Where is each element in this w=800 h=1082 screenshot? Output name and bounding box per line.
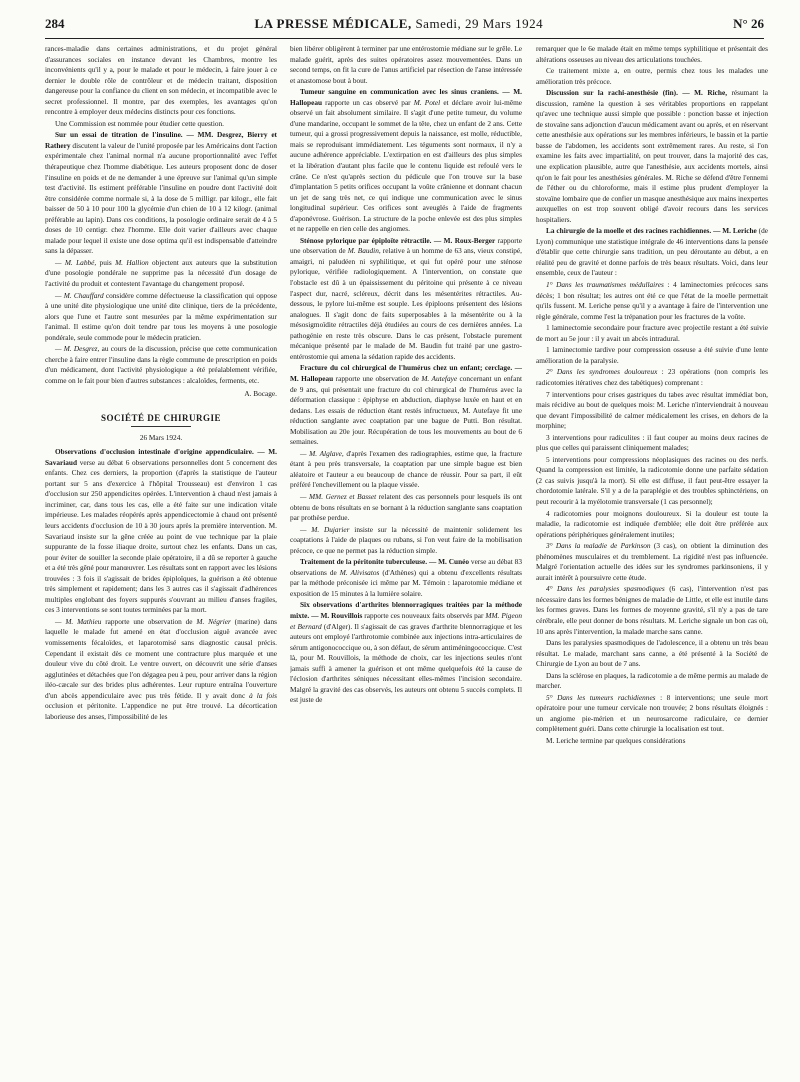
session-date: 26 Mars 1924.	[139, 432, 183, 442]
divider	[131, 426, 191, 427]
paragraph: remarquer que le 6e malade était en même temps syphilitique et présentait des altérations osseuses au niveau des articulations touchées.	[536, 44, 768, 64]
column-3	[536, 44, 768, 1076]
list-item: Dans les paralysies spasmodiques de l'adolescence, il a obtenu un très beau résultat. Le malade, marchant sans canne, a été présenté à la Société de Chirurgie de Lyon au bout de 7 ans.	[536, 638, 768, 669]
article-title: Traitement de la péritonite tuberculeuse. — M. Cunéo	[300, 557, 470, 567]
page-header	[45, 10, 764, 39]
paragraph: M. Leriche termine par quelques considérations	[546, 736, 686, 745]
article-peritonitis: Traitement de la péritonite tuberculeuse. — M. Cunéo verse au débat 83 observations de M. Alivisatos (d'Athènes) qui a obtenu d'excellents résultats par la méthode préconisée ici même par M. Témoin : laparotomie médiane et exposition de 15 minutes à la lumière solaire.	[290, 557, 522, 598]
page-number: 284	[45, 16, 65, 31]
article-insulin: Sur un essai de titration de l'insuline. — MM. Desgrez, Bierry et Rathery discutent la valeur de l'unité proposée par les Américains dont l'action expérimentale chez l'animal normal n'a aucune proportionnalité avec l'effet thérapeutique chez l'homme diabétique. Les auteurs proposent donc de doser l'insuline en poids et de ne demander à une épreuve sur l'animal qu'un simple test d'activité. Ils estiment préférable l'insuline en poudre dont l'activité doit être considérée comme normale si, à la dose de 5 milligr. par kilogr., elle fait baisser de 50 à 10 pour 100 la glycémie d'un chien de 10 à 12 kilogr. (animal préférable au lapin). Dans ces conditions, la posologie ordinaire serait de 4 à 5 doses de 10 centigr. chez l'homme. Elle doit varier d'ailleurs avec chaque malade pour lequel il existe une dose optima qu'il est indispensable d'atteindre sans la dépasser.	[45, 130, 277, 256]
article-tumor: Tumeur sanguine en communication avec les sinus craniens. — M. Hallopeau rapporte un cas observé par M. Potel et déclare avoir lui-même observé un fait absolument similaire. Il s'agit d'une petite tumeur, du volume d'une mandarine, occupant le sommet de la tête, chez un enfant de 2 ans. Cette tumeur, qui a grossi progressivement depuis la naissance, est molle, réductible, mais se reproduisant immédiatement. Les téguments sont normaux, il n'y a aucune adhérence appréciable. L'extirpation en est d'ailleurs des plus simples et la libération d'autant plus facile que le contenu liquide est refoulé vers le crâne. Ce n'est qu'après section du pédicule que l'on trouve sur la base d'implantation 5 petits orifices occupant la voûte crânienne et donnant chacun un jet de sang très net, ce qui indique une communication avec le sinus longitudinal supérieur. Ces orifices sont aveuglés à l'aide de fragments d'aponévrose. Guérison. La structure de la poche enlevée est des plus simples et ne rappelle en rien celle des angiomes.	[290, 87, 522, 234]
article-stenosis: Sténose pylorique par épiploïte rétractile. — M. Roux-Berger rapporte une observation de M. Baudin, relative à un homme de 63 ans, vieux constipé, amaigri, ni paludéen ni syphilitique, et qui fut opéré pour une sténose pylorique, vérifiée radiologiquement. A l'intervention, on constate que l'obstacle est dû à un épaississement du péritoine qui présente à ce niveau l'aspect dur, nacré, scléreux, décrit dans les mésentérites rétractiles. Au-dessous, le pylore lui-même est souple. Les épiploons présentent des lésions analogues. Il s'agit donc de faits superposables à la mésentérite ou à la mésosigmoïdite rétractiles déjà étudiées au cours de ces dernières années. La pathogénie en reste très obscure. Dans le cas présent, l'obstacle purement mécanique présenté par le malade de M. Baudin fut traité par une gastro-entérostomie qui amena la sédation rapide des accidents.	[290, 235, 522, 361]
paragraph: — M. Desgrez, au cours de la discussion, précise que cette communication cherche à faire entrer l'insuline dans la règle commune de prescription en poids d'un médicament, dont l'activité physiologique a été préalablement vérifiée, comme on le fait pour bien d'autres substances : alcaloïdes, ferments, etc.	[45, 344, 277, 385]
article-fracture: Fracture du col chirurgical de l'humérus chez un enfant; cerclage. — M. Hallopeau rapporte une observation de M. Autefaye concernant un enfant de 9 ans, qui présentait une fracture du col chirurgical de l'humérus avec la déformation classique : épiphyse en abduction, diaphyse luxée en haut et en dedans. Les essais de réduction étant restés infructueux, M. Autefaye fit une réduction sanglante avec coaptation par une bague de Putti. Bon résultat. Mobilisation au 20e jour. Récupération de tous les mouvements au bout de 6 semaines.	[290, 363, 522, 447]
list-item: 2° Dans les syndromes douloureux : 23 opérations (non compris les radicotomies itératives chez des tabétiques) comprenant :	[536, 367, 768, 387]
paragraph: bien libérer obligèrent à terminer par une entérostomie médiane sur le grêle. Le malade guérit, après des suites opératoires assez mouvementées. Dans un second temps, on fit la cure de l'anus artificiel par résection de l'anse intéressée et anastomose bout à bout.	[290, 44, 522, 85]
paragraph: — M. Labbé, puis M. Hallion objectent aux auteurs que la substitution d'une posologie pondérale ne supprime pas la nécessité d'un dosage de l'activité du produit et contestent l'avantage du changement proposé.	[45, 257, 277, 289]
issue-date: Samedi, 29 Mars 1924	[411, 16, 544, 31]
list-item: 1 laminectomie tardive pour compression osseuse a été suivie d'une lente amélioration de la paralysie.	[536, 345, 768, 365]
article-title: Sur un essai de titration de l'insuline. — MM. Desgrez, Bierry et Rathery	[45, 130, 277, 150]
article-title: Tumeur sanguine en communication avec les sinus craniens. — M. Hallopeau	[290, 87, 522, 107]
article-rachianesthesia: Discussion sur la rachi-anesthésie (fin). — M. Riche, résumant la discussion, ramène la question à ses véritables proportions en rappelant qu'avec une technique aussi simple que possible : ponction basse et injection de stovaïne sans adjonction d'aucun médicament avant ou après, et en réservant cette anesthésie aux opérations sur les membres inférieurs, le bassin et la partie basse de l'abdomen, les accidents sont extrêmement rares. Au reste, si l'on examine les faits avec impartialité, on peut trouver, dans la majorité des cas, une explication plausible, autre que l'anesthésie, aux accidents mortels, ainsi qu'on le fait pour les anesthésies générales. M. Riche se défend d'être l'ennemi de l'éther ou du chloroforme, mais il estime plus prudent d'employer la stovaïne lombaire que de confier un masque anesthésique aux mains inexpertes auxquelles on est trop souvent obligé d'avoir recours dans les services hospitaliers.	[536, 88, 768, 224]
paragraph: Ce traitement mixte a, en outre, permis chez tous les malades une amélioration très précoce.	[536, 66, 768, 86]
paragraph: — M. Dujarier insiste sur la nécessité de maintenir solidement les coaptations à l'aide de plaques ou rubans, si l'on veut faire de la mobilisation précoce, ce que ne permet pas la réduction simple.	[290, 524, 522, 555]
paragraph: — M. Alglave, d'après l'examen des radiographies, estime que, la fracture étant à peu près transversale, la coaptation par une simple bague est bien aléatoire et l'auteur a eu beaucoup de chance de réussir. Pour sa part, il eût préféré l'enchevillement ou la plaque vissée.	[290, 448, 522, 490]
signature: A. Bocage.	[244, 388, 277, 398]
section-heading: SOCIÉTÉ DE CHIRURGIE	[45, 413, 277, 427]
list-item: 4 radicotomies pour moignons douloureux. Si la douleur est toute la maladie, la radicotomie est indiquée d'emblée; elle doit être préférée aux opérations périphériques généralement inutiles;	[536, 508, 768, 539]
paragraph: — M. Chauffard considère comme défectueuse la classification qui oppose à une unité dite physiologique une unité dite clinique, tiers de la précédente, alors que l'une et l'autre sont mesurées par la même expérimentation sur l'animal. Il estime qu'on doit tendre par tous les moyens à une posologie pondérale, seule commode pour le médecin praticien.	[45, 290, 277, 342]
paragraph: — M. Mathieu rapporte une observation de M. Négrier (marine) dans laquelle le malade fut amené en état d'occlusion aiguë avancée avec vomissements fécaloïdes, et laparotomisé sans diagnostic causal précis. Cependant il existait dès ce moment une contracture plus marquée et une douleur vive du côté droit. Le ventre ouvert, on découvrit une série d'anses agglutinées et détachées que l'on dégagea peu à peu, pour arriver dans la région iléo-cæcale sur des brides plus adhérentes. Leur rupture entraîna l'ouverture d'un abcès appendiculaire avec pus très fétide. Il y avait donc à la fois occlusion et péritonite. L'appendice ne put être trouvé. La décortication laborieuse des anses, l'impossibilité de les	[45, 616, 277, 721]
list-item: 5° Dans les tumeurs rachidiennes : 8 interventions; une seule mort opératoire pour une tumeur cervicale non trouvée; 2 bons résultats éloignés : un angiome pie-mérien et un neurosarcome radiculaire, ce dernier complètement guéri. Dans cette chirurgie la localisation est tout.	[536, 692, 768, 734]
list-item: 1° Dans les traumatismes médullaires : 4 laminectomies précoces sans décès; 1 bon résultat; les autres ont été ce que l'état de la moelle permettait qu'ils fussent. M. Leriche pense qu'il y a avantage à faire de l'intervention une règle générale, comme l'est la trépanation pour les fractures de la voûte.	[536, 280, 768, 321]
list-item: 4° Dans les paralysies spasmodiques (6 cas), l'intervention n'est pas nécessaire dans les formes bénignes de maladie de Little, et elle est inutile dans les formes graves. Dans les formes de moyenne gravité, s'il n'y a pas de tare cérébrale, elle peut donner de bons résultats. M. Leriche signale un bon cas où, 10 ans après l'intervention, la malade marche sans canne.	[536, 584, 768, 636]
article-title: Observations d'occlusion intestinale d'origine appendiculaire. — M. Savariaud	[45, 447, 277, 467]
article-title: Discussion sur la rachi-anesthésie (fin). — M. Riche,	[546, 88, 728, 98]
column-1	[45, 44, 277, 1076]
article-title: Sténose pylorique par épiploïte rétractile. — M. Roux-Berger	[300, 235, 496, 245]
issue-number: N° 26	[733, 16, 764, 31]
journal-title: LA PRESSE MÉDICALE, Samedi, 29 Mars 1924	[254, 16, 543, 38]
paragraph: Une Commission est nommée pour étudier cette question.	[55, 118, 225, 128]
article-occlusion: Observations d'occlusion intestinale d'origine appendiculaire. — M. Savariaud verse au débat 6 observations personnelles dont 5 concernent des enfants. Chez ces derniers, la proportion (d'après la statistique de l'auteur portant sur 5 ans d'exercice à l'hôpital Trousseau) est d'environ 1 cas d'occlusion sur 250 appendicites opérées. L'intervention à chaud n'est jamais à incriminer, car, dans tous les cas, elle a été faite sur une indication vitale impérieuse. Les malades réopérés après appendicectomie à chaud ont présenté leurs accidents d'occlusion de 10 à 30 jours après la première intervention. M. Savariaud insiste sur la gêne créée au point de vue technique par la plaie suppurante de la fosse iliaque droite, surtout chez les enfants. Dans un cas, pour éviter de souiller la seconde plaie opératoire, il a dû se reporter à gauche et a été très gêné pour manœuvrer. Les résultats sont en rapport avec les lésions trouvées : 3 fois il s'agissait de brides épiploïques, la guérison a été obtenue très simplement et rapidement; dans les 3 autres cas il s'agissait d'adhérences multiples englobant des foyers suppurés s'ouvrant au milieu d'anses fragiles, ces 3 interventions se sont toutes terminées par la mort.	[45, 447, 277, 615]
list-item: 7 interventions pour crises gastriques du tabes avec résultat immédiat bon, mais récidive au bout de quelques mois: M. Leriche n'interviendrait à nouveau que devant l'impossibilité de calmer médicalement les crises, en dehors de la morphine;	[536, 389, 768, 431]
list-item: 3 interventions pour radiculites : il faut couper au moins deux racines de plus que celles qui paraissent cliniquement malades;	[536, 432, 768, 453]
article-arthritis: Six observations d'arthrites blennorragiques traitées par la méthode mixte. — M. Rouvillois rapporte ces nouveaux faits observés par MM. Pigeon et Bernard (d'Alger). Il s'agissait de cas graves d'arthrite blennorragique et les auteurs ont employé l'arthrotomie combinée aux injections intra-articulaires de sérum antigonococcique ou, à son défaut, de sérum antiméningococcique. C'est là, pour M. Rouvillois, la méthode de choix, car les injections seules n'ont jamais suffi à amener la guérison et ont même quelquefois été la cause de l'éclosion d'arthrites séniques nécessitant elles-mêmes l'incision secondaire. Malgré la gravité des cas observés, les auteurs ont obtenu 5 succès complets. Il est juste de	[290, 600, 522, 705]
list-item: Dans la sclérose en plaques, la radicotomie a de même permis au malade de marcher.	[536, 670, 768, 691]
paragraph: — MM. Gernez et Basset relatent des cas personnels pour lesquels ils ont obtenu de bons résultats en se bornant à la réduction sanglante sans coaptation par prothèse perdue.	[290, 491, 522, 523]
list-item: 3° Dans la maladie de Parkinson (3 cas), on obtient la diminution des phénomènes musculaires et du tremblement. La rigidité n'est pas influencée. Malgré l'orientation actuelle des idées sur les syndromes parkinsoniens, il y aurait intérêt à poursuivre cette étude.	[536, 541, 768, 582]
paragraph: rances-maladie dans certaines administrations, et du projet général d'assurances sociales en instance devant les Chambres, montre les inconvénients qu'il y a, pour le malade et pour le médecin, à faire jouer à ce dernier le double rôle de contrôleur et de médecin traitant, disposition dangereuse pour la confiance du client en son médecin, et incompatible avec le secret professionnel. Il montre, par des exemples, les avantages qu'on rencontre à employer deux médecins distincts pour ces fonctions.	[45, 44, 277, 117]
article-title: La chirurgie de la moelle et des racines rachidiennes. — M. Leriche	[546, 226, 757, 236]
list-item: 5 interventions pour compressions néoplasiques des racines ou des nerfs. Quand la compression est limitée, la radicotomie donne une parfaite sédation (2 cas suivis jusqu'à la mort). Si elle est diffuse, il faut peut-être essayer la chordotomie latérale. S'il y a de la paraplégie et des troubles sphinctériens, on peut recourir à la myélotomie transversale (1 cas personnel);	[536, 454, 768, 506]
article-title: Fracture du col chirurgical de l'humérus chez un enfant; cerclage. — M. Hallopeau	[290, 363, 522, 383]
article-title: Six observations d'arthrites blennorragiques traitées par la méthode mixte. — M. Rouvillois	[290, 600, 522, 620]
column-2	[290, 44, 522, 1076]
article-spinal-surgery: La chirurgie de la moelle et des racines rachidiennes. — M. Leriche (de Lyon) communique une statistique intégrale de 46 interventions dans la pensée d'établir que cette chirurgie sans tradition, un peu déroutante au début, a en réalité peu de gravité et donne parfois de très beaux résultats. Voici, dans leur ensemble, ceux de l'auteur :	[536, 226, 768, 278]
list-item: 1 laminectomie secondaire pour fracture avec projectile restant a été suivie de mort au 5e jour : il y avait un abcès intradural.	[536, 323, 768, 343]
